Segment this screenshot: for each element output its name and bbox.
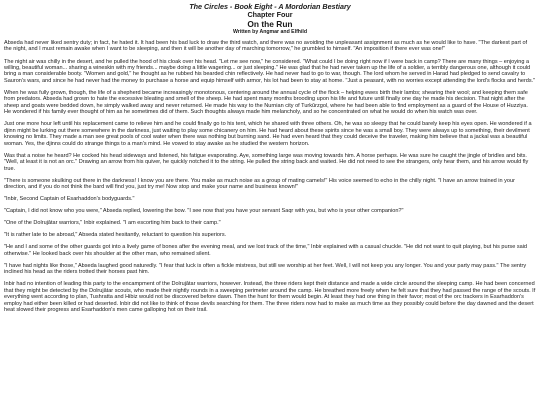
paragraph: Was that a noise he heard? He cocked his head sideways and listened, his fatigue evaporating. Aye, something large was moving towards him. A horse perhaps. He was sure he caught the jingle of bridles and bits. "Well, at least it is not an orc." Drawing an arrow from his quiver, he quickly notched it to the string. He pulled the string back and waited. He did not need to see the strangers, only hear them, and his arrow would fly true. (4, 152, 529, 172)
paragraph: Inbir had no intention of leading this party to the encampment of the Dolrujâtar warriors, however. Instead, the three riders kept their distance and made a wide circle around the sleeping camp. He had been concerned that they might be detected by the Dolrujâtar scouts, who made their nightly rounds in a sweeping perimeter around the camp. He breathed more freely when he felt sure that they had passed the range of the scouts. If everything went according to plan, Tushratta and Hibiz would not be discovered before dawn. Then the hunt for them would begin. At least they had one thing in their favor; most of the orc trackers in Esarhaddon's employ had either been killed or had deserted. Inbir did not like to think of those devils searching for them. The three riders now had to make as much time as they possibly could before the day dawned and the desert heat slowed their progress and Esarhaddon's men came galloping hot on their trail. (4, 281, 536, 314)
paragraph: "Captain, I did not know who you were," Abseda replied, lowering the bow. "I see now that you have your servant Saqr with you, but who is your other companion?" (4, 208, 404, 215)
paragraph: "It is rather late to be abroad," Abseda stated hesitantly, reluctant to question his superiors. (4, 232, 227, 239)
chapter-title: On the Run (247, 19, 293, 29)
paragraph: "There is someone skulking out there in the darkness! I know you are there. You make as much noise as a group of mating camels!" His voice seemed to echo in the chilly night. "I have an arrow trained in your direction, and if you do not think the bard will find you, just try me! Now stop and make your name and business known!" (4, 177, 515, 191)
chapter-header (4, 3, 536, 36)
byline: Written by Angmar and Elfhild (232, 29, 308, 35)
paragraph: Just one more hour left until his replacement came to relieve him and he could finally go to his tent, which he shared with three others. Oh, he was so sleepy that he could barely keep his eyes open. He wondered if a djinn might be lurking out there somewhere in the darkness, just waiting to play some chicanery on him. He had heard about these spirits since he was a small boy. They were always up to something, their devilment knowing no limits. They made a man see great pools of cool water when there was nothing but burning sand. He had even heard that they could deceive the traveler, making him believe that a jackal was a beautiful woman. Yes, the djinns could do strange things to a man's mind. He vowed to stay awake as he studied the western horizon. (4, 121, 532, 147)
paragraph: "Inbir, Second Captain of Esarhaddon's bodyguards." (4, 196, 135, 203)
paragraph: "I have had nights like those," Abseda laughed good naturedly. "I fear that luck is often a fickle mistress, but still we worship at her feet. Well, I will not keep you any longer. You and your party may pass." The sentry inclined his head as the riders trotted their horses past him. (4, 262, 527, 276)
paragraph: "One of the Dolrujâtar warriors," Inbir explained. "I am escorting him back to their camp." (4, 220, 221, 227)
series-title: The Circles - Book Eight - A Mordorian Bestiary (189, 2, 351, 11)
paragraph: "He and I and some of the other guards got into a lively game of bones after the evening meal, and we lost track of the time," Inbir explained with a casual chuckle. "He did not want to quit playing, but his purse said otherwise." He looked back over his shoulder at the other man, who remained silent. (4, 244, 527, 257)
paragraph: When he was fully grown, though, the life of a shepherd became increasingly monotonous, centering around the annual cycle of the flock – helping ewes birth their lambs; shearing their wool; and keeping them safe from predators. Abseda had grown to hate the excessive bleating and smell of the sheep. He had spent many months brooding upon his life and future until finally one day he made his decision. That night after the sheep and goats were bedded down, he simply walked away and never returned. He made his way to the Nurnian city of Turkûrzgol, where he had been able to find employment as a guard of the House of Huzziya. He wondered if his family ever thought of him as he sometimes did of them. Such thoughts always made him melancholy, and so he concentrated on what he would do when his watch was over. (4, 89, 528, 116)
paragraph: The night air was chilly in the desert, and he pulled the hood of his cloak over his head. "Let me see now," he considered. "What could I be doing right now if I were back in camp? There are many things – enjoying a willing, beautiful woman... sharing a wineskin with my friends... maybe doing a little wagering... or just sleeping." He was glad that he had never taken up the life of a soldier, a terribly dangerous one, although it could bring a man considerable booty. "Women and gold," he thought as he rubbed his bearded chin reflectively. He had never had to go to war, though. The lord whom he served in Harad had pledged to send cavalry to Sauron's wars, and since he had never had the money to purchase a horse and equip himself with armor, his lot had been to stay at home. "Just a peasant, with no worries except attending the lord's flocks and herds." (4, 58, 536, 84)
chapter-number: Chapter Four (247, 10, 293, 19)
paragraph: Abseda had never liked sentry duty; in fact, he hated it. It had been his bad luck to draw the third watch, and there was no avoiding the unpleasant assignment as much as he would like to have. "The darkest part of the night, and I must remain awake when I want to be sleeping, and then it will be another day of marching tomorrow," he grumbled to himself. "An imposition if there ever was one!" (4, 40, 528, 53)
story-body (4, 40, 536, 314)
